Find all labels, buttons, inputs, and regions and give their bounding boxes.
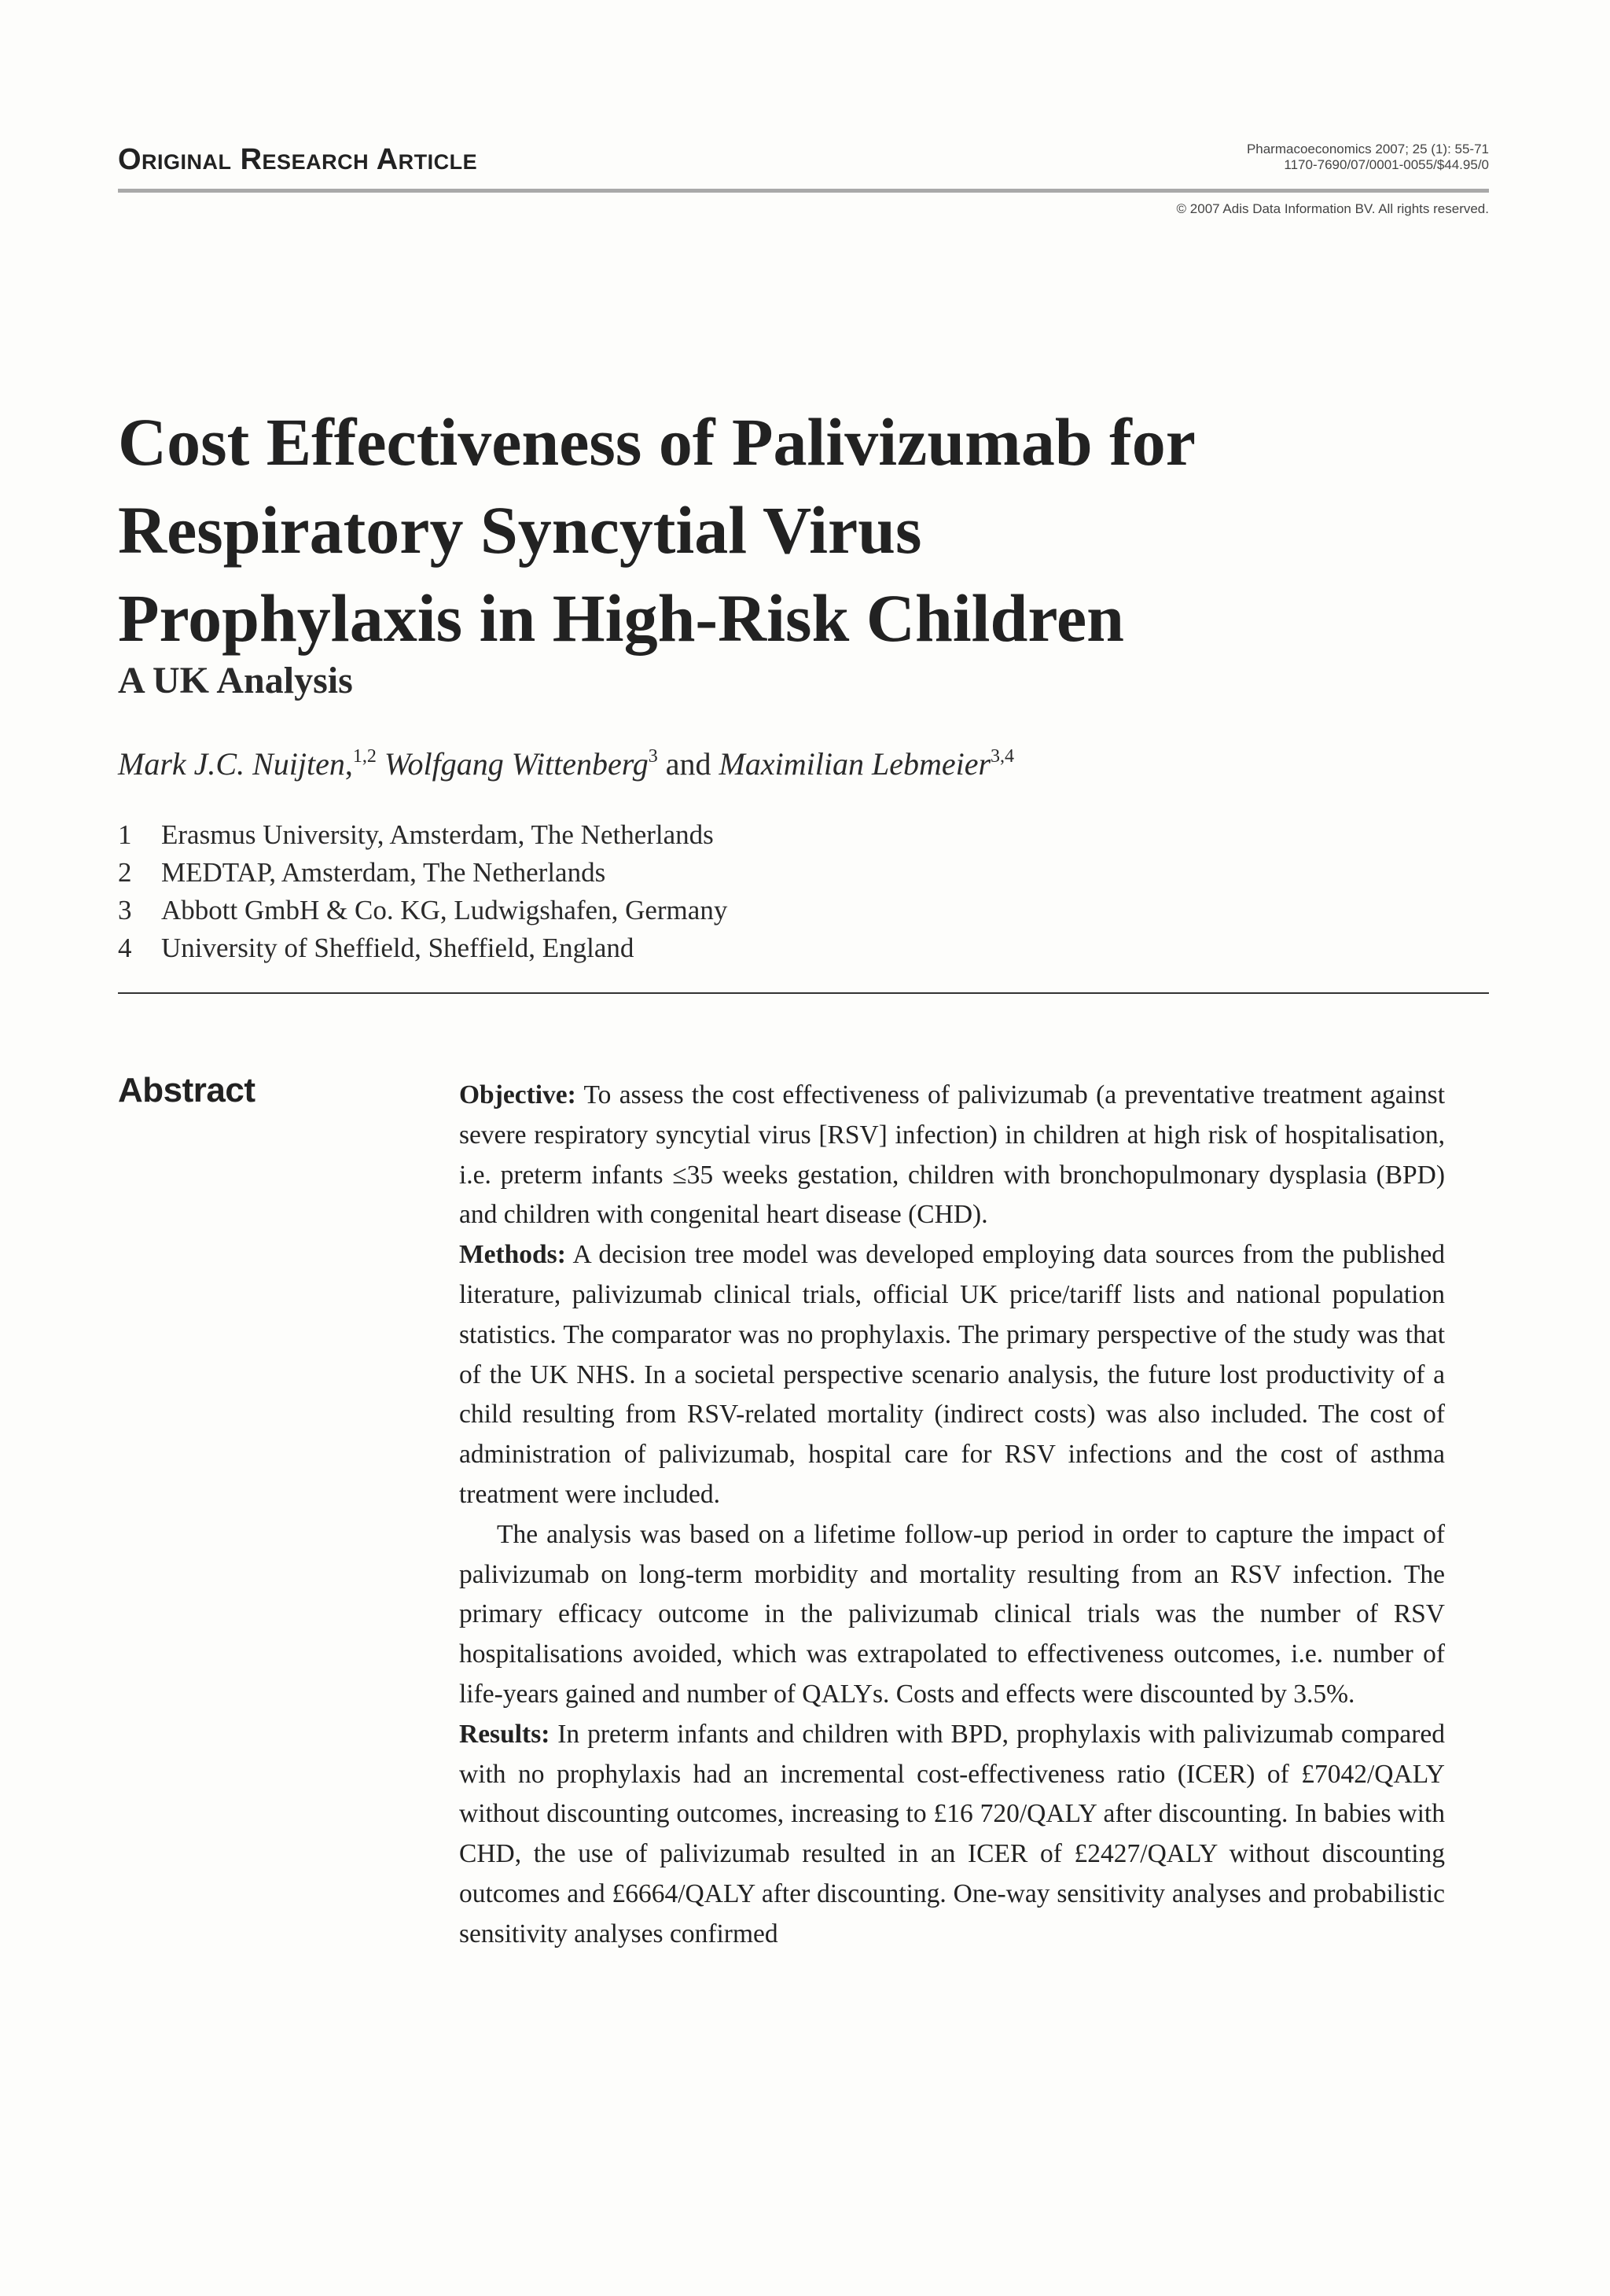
journal-line-1: Pharmacoeconomics 2007; 25 (1): 55-71 xyxy=(1246,142,1489,156)
abstract-methods-continued: The analysis was based on a lifetime follow-up period in order to capture the impact of palivizumab on long-term morbidity and mortality resulting from an RSV infection. The primary efficacy outcome in the palivizumab clinical trials was the number of RSV hospitalisations avoided, which was extrapolated to effectiveness outcomes, i.e. number of life-years gained and number of QALYs. Costs and effects were discounted by 3.5%. xyxy=(459,1519,1445,1709)
objective-text: To assess the cost effectiveness of palivizumab (a preventative treatment against severe respiratory syncytial virus [RSV] infection) in children at high risk of hospitalisation, i.e. preterm infants ≤35 weeks gestation, children with bronchopulmonary dysplasia (BPD) and children with congenital heart disease (CHD). xyxy=(459,1080,1445,1230)
objective-label: Objective: xyxy=(459,1080,576,1109)
abstract-heading: Abstract xyxy=(118,1071,255,1109)
author-list xyxy=(118,745,1014,782)
title-line-2: Respiratory Syncytial Virus xyxy=(118,492,922,568)
author-affil: 3,4 xyxy=(991,746,1015,767)
section-label: Original Research Article xyxy=(118,143,478,176)
author-name: Mark J.C. Nuijten xyxy=(118,746,345,782)
journal-citation xyxy=(1247,142,1489,173)
title-line-3: Prophylaxis in High-Risk Children xyxy=(118,580,1125,656)
article-subtitle: A UK Analysis xyxy=(118,660,353,701)
affiliation-text: Abbott GmbH & Co. KG, Ludwigshafen, Germany xyxy=(161,895,728,925)
author-affil: 1,2 xyxy=(352,746,377,767)
affiliation-item xyxy=(118,929,727,967)
affiliation-number: 3 xyxy=(118,895,132,925)
header-rule xyxy=(118,189,1489,193)
affiliation-item xyxy=(118,854,727,892)
affiliation-text: Erasmus University, Amsterdam, The Netherlands xyxy=(161,819,714,850)
methods-label: Methods: xyxy=(459,1240,566,1270)
abstract-results xyxy=(459,1715,1445,1955)
affiliation-text: University of Sheffield, Sheffield, England xyxy=(161,933,634,963)
results-label: Results: xyxy=(459,1719,550,1749)
author-separator: , xyxy=(344,746,353,782)
affiliation-number: 2 xyxy=(118,857,132,888)
author-separator: and xyxy=(657,746,719,782)
affiliation-item xyxy=(118,892,727,929)
abstract-objective xyxy=(459,1076,1445,1235)
affiliation-list xyxy=(118,816,727,967)
affiliation-text: MEDTAP, Amsterdam, The Netherlands xyxy=(161,857,606,888)
affiliation-number: 4 xyxy=(118,933,132,963)
affiliation-number: 1 xyxy=(118,819,132,850)
abstract-methods xyxy=(459,1235,1445,1515)
abstract-body xyxy=(459,1076,1445,1955)
author-name: Wolfgang Wittenberg xyxy=(384,746,649,782)
affiliation-item xyxy=(118,816,727,854)
article-title xyxy=(118,398,1489,662)
author-affil: 3 xyxy=(648,746,658,767)
journal-line-2: 1170-7690/07/0001-0055/$44.95/0 xyxy=(1284,157,1489,172)
author-name: Maximilian Lebmeier xyxy=(719,746,991,782)
copyright-notice: © 2007 Adis Data Information BV. All rights reserved. xyxy=(1176,201,1489,216)
results-text: In preterm infants and children with BPD, prophylaxis with palivizumab compared with no prophylaxis had an incremental cost-effectiveness ratio (ICER) of £7042/QALY without discounting outcomes, increasing to £16 720/QALY after discounting. In babies with CHD, the use of palivizumab resulted in an ICER of £2427/QALY without discounting outcomes and £6664/QALY after discounting. One-way sensitivity analyses and probabilistic sensitivity analyses confirmed xyxy=(459,1719,1445,1948)
methods-text: A decision tree model was developed employing data sources from the published literature, palivizumab clinical trials, official UK price/tariff lists and national population statistics. The comparator was no prophylaxis. The primary perspective of the study was that of the UK NHS. In a societal perspective scenario analysis, the future lost productivity of a child resulting from RSV-related mortality (indirect costs) was also included. The cost of administration of palivizumab, hospital care for RSV infections and the cost of asthma treatment were included. xyxy=(459,1240,1445,1509)
title-line-1: Cost Effectiveness of Palivizumab for xyxy=(118,404,1196,480)
divider xyxy=(118,992,1489,994)
